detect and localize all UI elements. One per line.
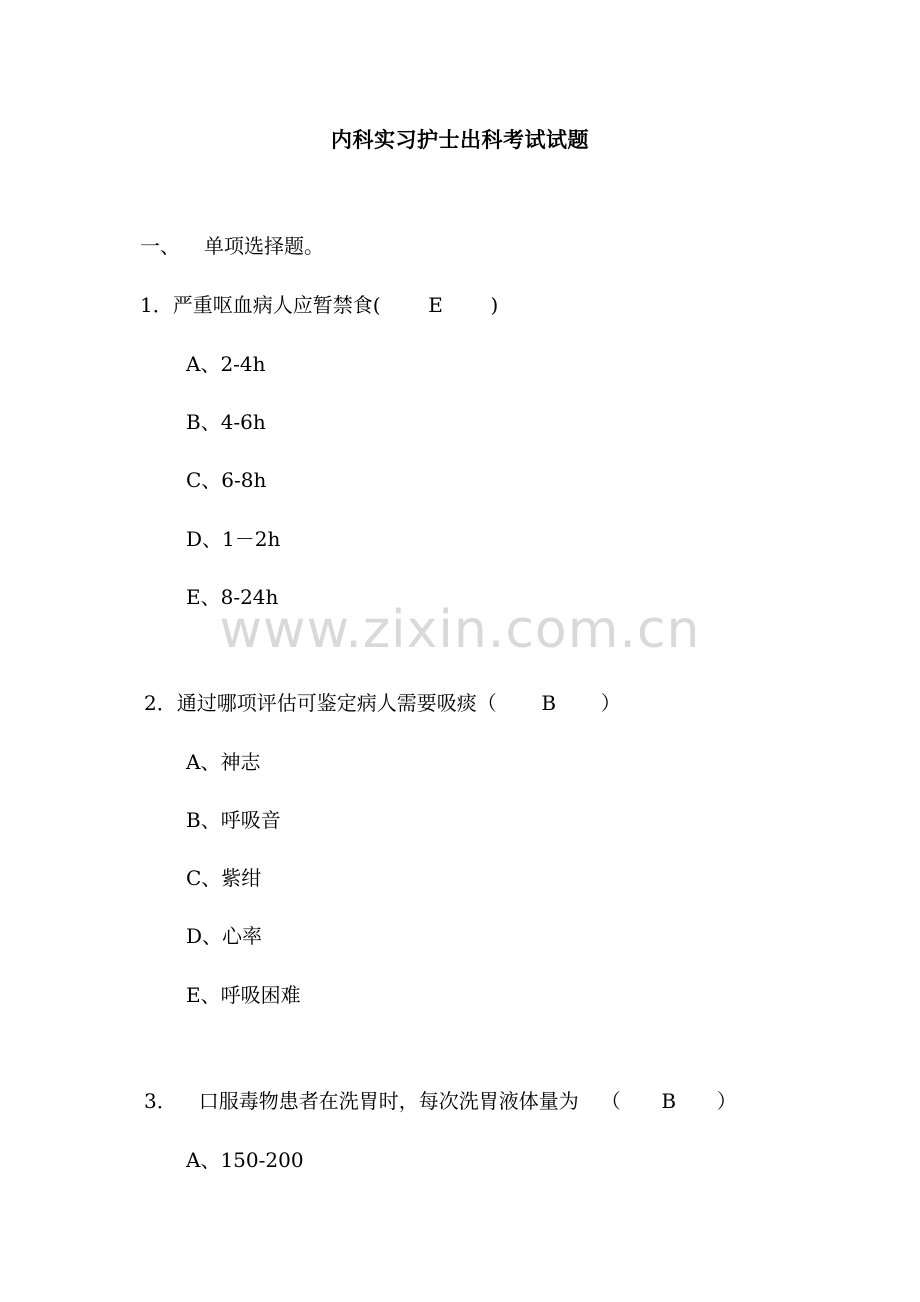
question-2 — [144, 690, 621, 716]
option-1c: C、6-8h — [186, 468, 267, 492]
question-number: 2． — [144, 691, 177, 715]
option-1e: E、8-24h — [186, 585, 279, 609]
question-open-paren: （ — [600, 1089, 621, 1113]
question-3 — [144, 1088, 737, 1114]
option-2a: A、神志 — [186, 750, 261, 774]
question-answer: B — [541, 691, 557, 715]
question-close-paren: ） — [600, 691, 621, 715]
question-close-paren: ) — [490, 293, 499, 317]
option-1a: A、2-4h — [186, 352, 266, 376]
option-2e: E、呼吸困难 — [186, 983, 301, 1007]
option-2c: C、紫绀 — [186, 866, 262, 890]
section-number: 一、 — [140, 234, 180, 258]
question-text: 严重呕血病人应暂禁食( — [172, 293, 381, 317]
option-3a: A、150-200 — [186, 1148, 304, 1172]
option-2b: B、呼吸音 — [186, 808, 281, 832]
question-number: 3． — [144, 1089, 177, 1113]
question-text: 口服毒物患者在洗胃时，每次洗胃液体量为 — [198, 1089, 579, 1113]
page-title: 内科实习护士出科考试试题 — [331, 127, 589, 152]
option-1b: B、4-6h — [186, 410, 266, 434]
section-label: 单项选择题。 — [204, 234, 324, 258]
watermark: www.zixin.com.cn — [219, 600, 701, 660]
question-number: 1． — [140, 293, 173, 317]
question-1 — [140, 292, 498, 318]
section-heading — [140, 233, 324, 259]
question-close-paren: ） — [716, 1089, 737, 1113]
option-1d: D、1－2h — [186, 527, 281, 551]
option-2d: D、心率 — [186, 924, 263, 948]
question-answer: B — [661, 1089, 677, 1113]
question-text: 通过哪项评估可鉴定病人需要吸痰（ — [176, 691, 497, 715]
question-answer: E — [428, 293, 443, 317]
